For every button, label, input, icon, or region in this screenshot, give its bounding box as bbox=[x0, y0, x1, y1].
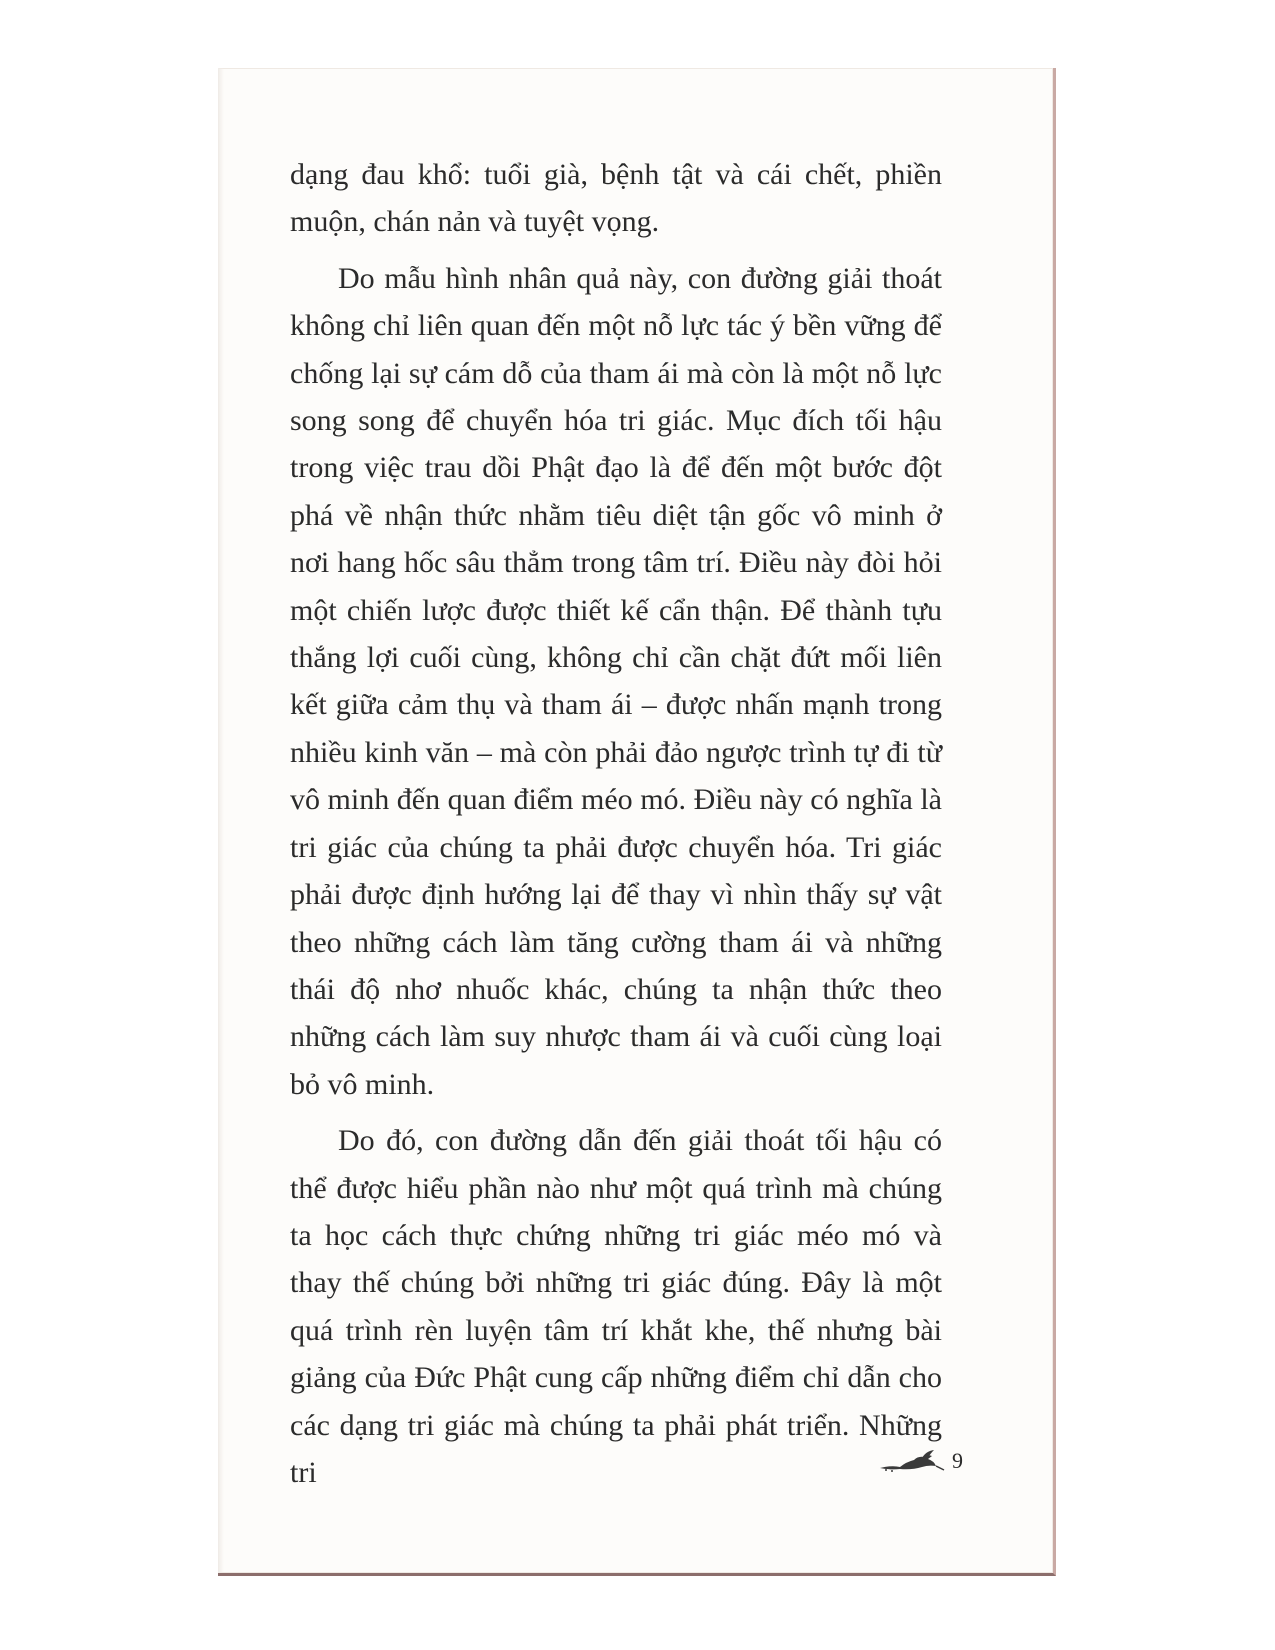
page-footer bbox=[878, 1444, 963, 1478]
book-page bbox=[218, 68, 1056, 1576]
paragraph-3: Do đó, con đường dẫn đến giải thoát tối hậu có thể được hiểu phần nào như một quá trình mà chúng ta học cách thực chứng những tri giác méo mó và thay thế chúng bởi những tri giác đúng. Đây là một quá trình rèn luyện tâm trí khắt khe, thế nhưng bài giảng của Đức Phật cung cấp những điểm chỉ dẫn cho các dạng tri giác mà chúng ta phải phát triển. Những tri bbox=[290, 1124, 942, 1489]
paragraph-2: Do mẫu hình nhân quả này, con đường giải thoát không chỉ liên quan đến một nỗ lực tác ý bền vững để chống lại sự cám dỗ của tham ái mà còn là một nỗ lực song song để chuyển hóa tri giác. Mục đích tối hậu trong việc trau dồi Phật đạo là để đến một bước đột phá về nhận thức nhằm tiêu diệt tận gốc vô minh ở nơi hang hốc sâu thẳm trong tâm trí. Điều này đòi hỏi một chiến lược được thiết kế cẩn thận. Để thành tựu thắng lợi cuối cùng, không chỉ cần chặt đứt mối liên kết giữa cảm thụ và tham ái – được nhấn mạnh trong nhiều kinh văn – mà còn phải đảo ngược trình tự đi từ vô minh đến quan điểm méo mó. Điều này có nghĩa là tri giác của chúng ta phải được chuyển hóa. Tri giác phải được định hướng lại để thay vì nhìn thấy sự vật theo những cách làm tăng cường tham ái và những thái độ nhơ nhuốc khác, chúng ta nhận thức theo những cách làm suy nhược tham ái và cuối cùng loại bỏ vô minh. bbox=[290, 261, 942, 1101]
bird-ornament-icon bbox=[878, 1448, 946, 1474]
body-text bbox=[290, 151, 942, 1505]
paragraph-1: dạng đau khổ: tuổi già, bệnh tật và cái chết, phiền muộn, chán nản và tuyệt vọng. bbox=[290, 158, 942, 239]
page-number: 9 bbox=[952, 1448, 963, 1473]
page-edge-shadow bbox=[218, 68, 224, 1573]
